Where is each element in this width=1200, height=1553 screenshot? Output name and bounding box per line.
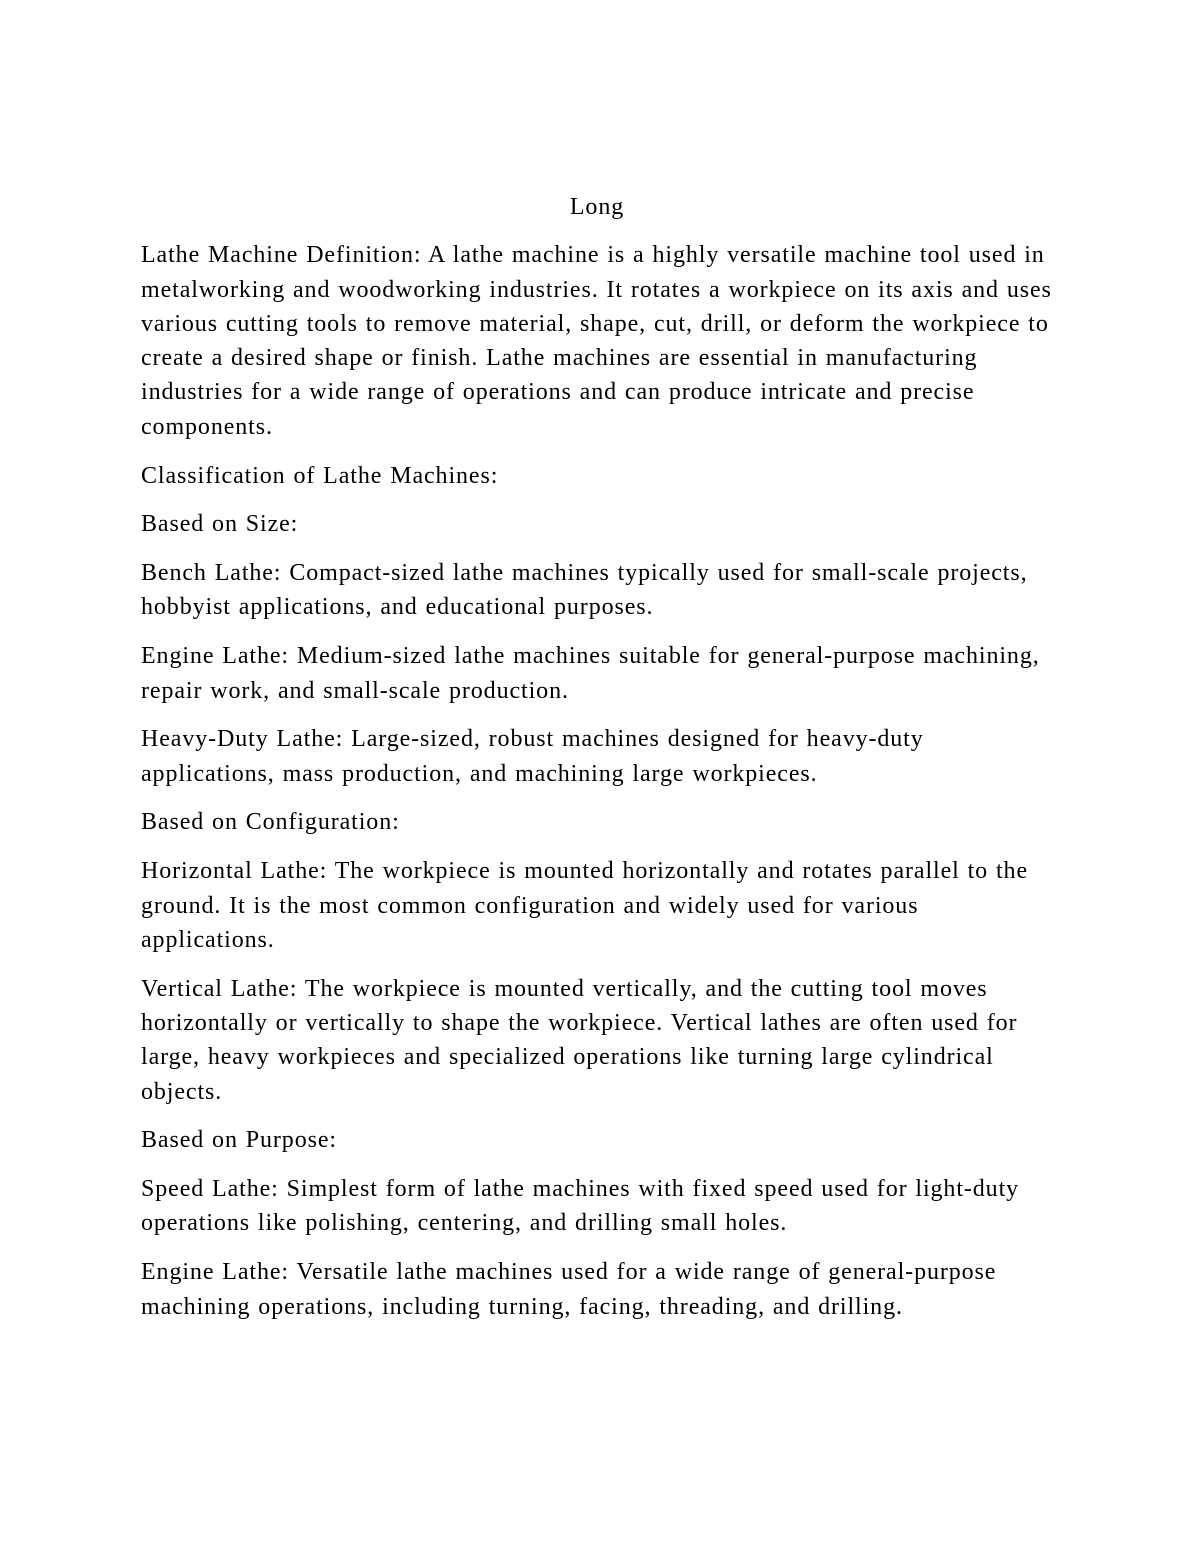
document-title: Long bbox=[569, 194, 625, 220]
configuration-heading: Based on Configuration: bbox=[141, 809, 400, 836]
purpose-heading: Based on Purpose: bbox=[141, 1127, 337, 1154]
vertical-lathe-paragraph: Vertical Lathe: The workpiece is mounted vertically, and the cutting tool moves horizontally or vertically to shape the workpiece. Vertical lathes are often used for large, heavy workpieces and specialized operations like turning large cylindrical objects. bbox=[141, 975, 1018, 1105]
classification-heading: Classification of Lathe Machines: bbox=[141, 462, 499, 489]
engine-lathe-size-paragraph: Engine Lathe: Medium-sized lathe machines suitable for general-purpose machining, repair work, and small-scale production. bbox=[141, 643, 1040, 704]
speed-lathe-paragraph: Speed Lathe: Simplest form of lathe machines with fixed speed used for light-duty operations like polishing, centering, and drilling small holes. bbox=[141, 1176, 1020, 1237]
horizontal-lathe-paragraph: Horizontal Lathe: The workpiece is mounted horizontally and rotates parallel to the ground. It is the most common configuration and widely used for various applications. bbox=[141, 858, 1028, 953]
engine-lathe-purpose-paragraph: Engine Lathe: Versatile lathe machines used for a wide range of general-purpose machining operations, including turning, facing, threading, and drilling. bbox=[141, 1259, 997, 1320]
definition-paragraph: Lathe Machine Definition: A lathe machine is a highly versatile machine tool used in metalworking and woodworking industries. It rotates a workpiece on its axis and uses various cutting tools to remove material, shape, cut, drill, or deform the workpiece to create a desired shape or finish. Lathe machines are essential in manufacturing industries for a wide range of operations and can produce intricate and precise components. bbox=[141, 242, 1052, 440]
size-heading: Based on Size: bbox=[141, 511, 299, 538]
bench-lathe-paragraph: Bench Lathe: Compact-sized lathe machines typically used for small-scale projects, hobbyist applications, and educational purposes. bbox=[141, 560, 1028, 621]
document-body bbox=[141, 190, 1053, 1338]
heavy-duty-lathe-paragraph: Heavy-Duty Lathe: Large-sized, robust machines designed for heavy-duty applications, mass production, and machining large workpieces. bbox=[141, 726, 924, 787]
